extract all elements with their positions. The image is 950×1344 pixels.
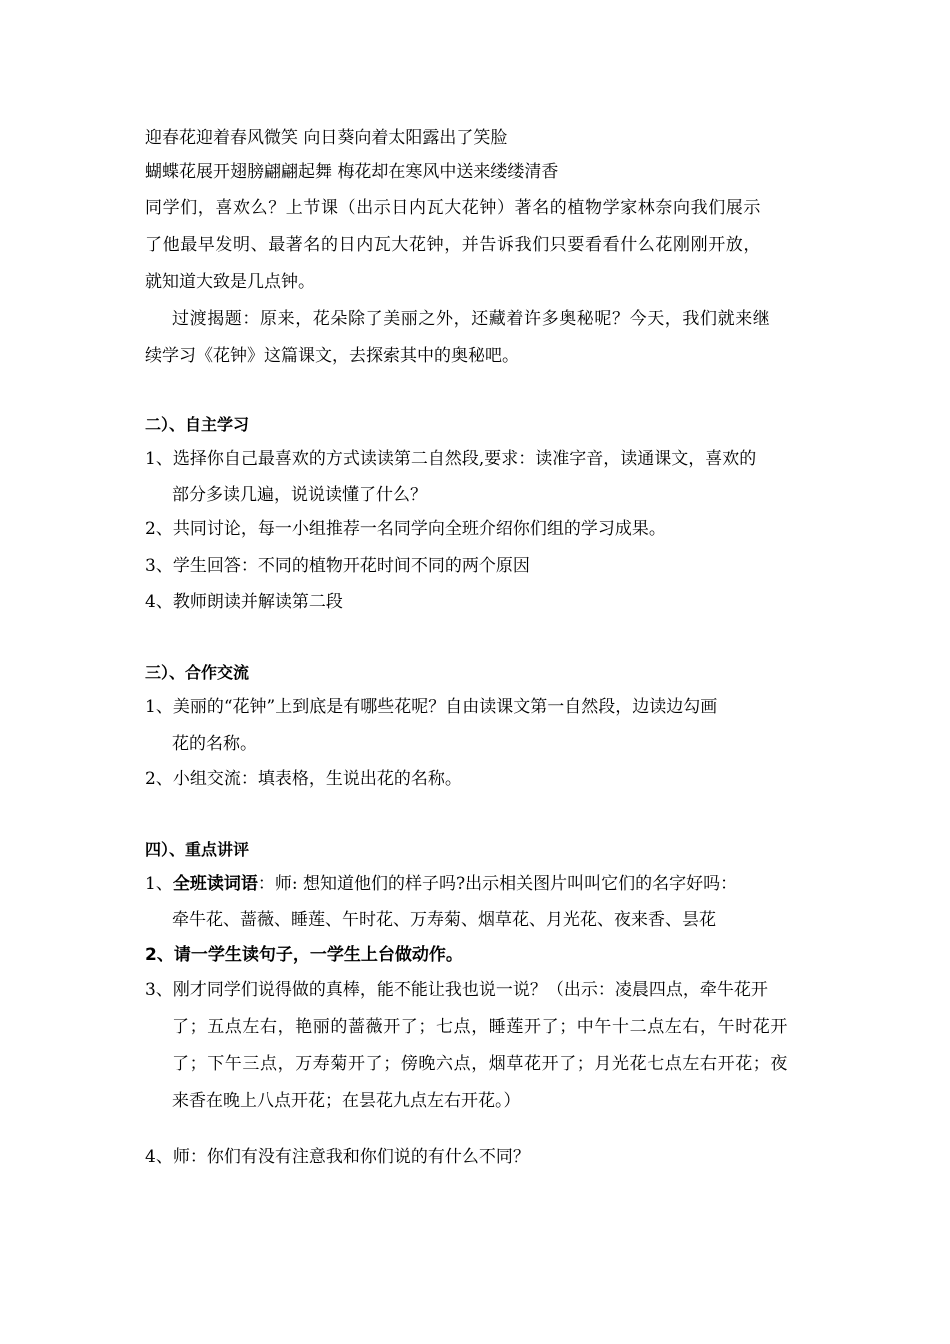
list-item-bold: 2、请一学生读句子，一学生上台做动作。	[145, 945, 463, 965]
section-heading-cooperation: 三）、合作交流	[145, 663, 250, 682]
list-item	[145, 873, 737, 895]
list-item-text: ：师: 想知道他们的样子吗?出示相关图片叫叫它们的名字好吗：	[257, 874, 738, 894]
list-item: 2、共同讨论，每一小组推荐一名同学向全班介绍你们组的学习成果。	[145, 519, 666, 539]
intro-line-4: 了他最早发明、最著名的日内瓦大花钟，并告诉我们只要看看什么花刚刚开放，	[145, 235, 761, 255]
list-item-continuation: 来香在晚上八点开花；在昙花九点左右开花。）	[172, 1091, 521, 1111]
list-item: 1、美丽的“花钟”上到底是有哪些花呢？自由读课文第一自然段，边读边勾画	[145, 697, 718, 717]
section-heading-key-review: 四）、重点讲评	[145, 840, 250, 859]
intro-line-2: 蝴蝶花展开翅膀翩翩起舞 梅花却在寒风中送来缕缕清香	[145, 162, 559, 182]
section-heading-self-study: 二）、自主学习	[145, 415, 250, 434]
intro-line-7: 续学习《花钟》这篇课文，去探索其中的奥秘吧。	[145, 346, 519, 366]
list-item-continuation: 了；五点左右，艳丽的蔷薇开了；七点，睡莲开了；中午十二点左右，午时花开	[172, 1017, 788, 1037]
bold-phrase: 全班读词语	[172, 874, 258, 894]
list-item: 4、教师朗读并解读第二段	[145, 592, 343, 612]
list-item: 3、刚才同学们说得做的真棒，能不能让我也说一说？（出示：凌晨四点，牵牛花开	[145, 980, 768, 1000]
intro-line-5: 就知道大致是几点钟。	[145, 272, 315, 292]
list-item: 1、选择你自己最喜欢的方式读读第二自然段,要求：读准字音，读通课文，喜欢的	[145, 449, 757, 469]
intro-line-1: 迎春花迎着春风微笑 向日葵向着太阳露出了笑脸	[145, 128, 508, 148]
list-item: 3、学生回答：不同的植物开花时间不同的两个原因	[145, 556, 530, 576]
list-item-number: 1、	[145, 874, 173, 894]
list-item: 4、师：你们有没有注意我和你们说的有什么不同？	[145, 1147, 530, 1167]
list-item-continuation: 了；下午三点，万寿菊开了；傍晚六点，烟草花开了；月光花七点左右开花；夜	[172, 1054, 788, 1074]
list-item-continuation: 部分多读几遍，说说读懂了什么？	[172, 485, 427, 505]
intro-line-6: 过渡揭题：原来，花朵除了美丽之外，还藏着许多奥秘呢？今天，我们就来继	[172, 309, 771, 329]
list-item-continuation: 花的名称。	[172, 734, 257, 754]
intro-line-3: 同学们，喜欢么？上节课（出示日内瓦大花钟）著名的植物学家林奈向我们展示	[145, 198, 761, 218]
list-item-continuation: 牵牛花、蔷薇、睡莲、午时花、万寿菊、烟草花、月光花、夜来香、昙花	[172, 910, 716, 930]
list-item: 2、小组交流：填表格，生说出花的名称。	[145, 769, 462, 789]
